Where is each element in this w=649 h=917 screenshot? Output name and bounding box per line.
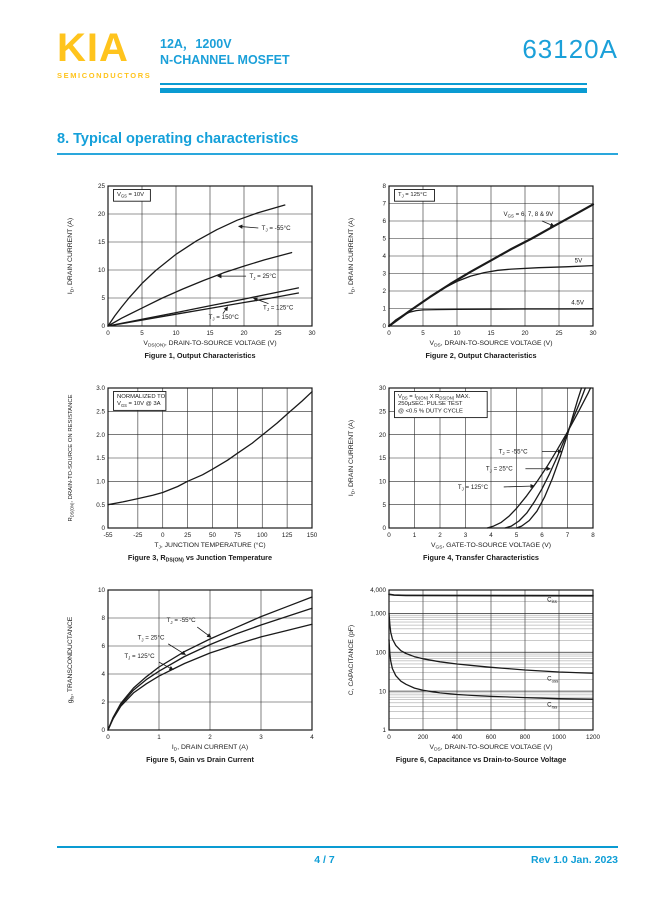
revision-label: Rev 1.0 Jan. 2023 [531,854,618,866]
figure-4 [341,378,622,580]
svg-text:6: 6 [540,532,544,539]
y-axis-title: C, CAPACITANCE (pF) [348,624,355,696]
svg-text:10: 10 [97,267,105,275]
y-axis-title: $I_D$, DRAIN CURRENT (A) [348,419,357,497]
header-rule-thick [160,88,587,93]
svg-text:7: 7 [565,532,570,539]
x-axis-title: $V_{DS}$, DRAIN-TO-SOURCE VOLTAGE (V) [429,744,553,753]
svg-text:150: 150 [306,532,318,539]
svg-text:100: 100 [375,649,386,657]
figure-1 [60,176,341,378]
figure-5 [60,580,341,782]
svg-text:10: 10 [378,688,386,696]
svg-text:8: 8 [101,615,105,623]
part-number: 63120A [522,34,618,64]
svg-text:TJ = 25°C: $T_J = 25^\circ C$ [249,273,277,281]
svg-text:TJ = 125°C: $T_J = 125^\circ C$ [124,652,155,661]
figure-caption: Figure 3, $R_{DS(ON)}$ vs Junction Temperature [127,553,273,564]
figure-6-chart [341,580,621,772]
svg-text:0: 0 [101,323,105,331]
svg-text:TJ = 25°C: $T_J = 25^\circ C$ [137,634,165,643]
x-axis-title: $V_{DS(ON)}$, DRAIN-TO-SOURCE VOLTAGE (V) [143,340,277,349]
svg-text:600: 600 [485,734,497,741]
svg-text:1.5: 1.5 [96,455,105,463]
svg-text:20: 20 [378,431,386,439]
svg-text:Crss: $C_{rss}$ [547,701,558,710]
svg-text:8: 8 [591,532,595,539]
y-axis-title: $g_{fs}$, TRANSCONDUCTANCE [67,616,76,704]
svg-text:5: 5 [514,532,519,539]
svg-text:2: 2 [382,288,386,296]
svg-text:TJ = -55°C: $T_J = -55^\circ C$ [166,617,196,625]
svg-text:1: 1 [382,305,386,313]
svg-text:4: 4 [382,253,386,261]
svg-text:8: 8 [382,183,386,191]
figure-caption: Figure 4, Transfer Characteristics [423,553,539,562]
svg-text:-55: -55 [103,532,113,539]
svg-text:15: 15 [487,330,495,337]
svg-text:250µSEC. PULSE TEST: 250µSEC. PULSE TEST [398,401,463,408]
svg-text:10: 10 [453,330,461,337]
svg-text:2: 2 [438,532,442,539]
svg-text:3.0: 3.0 [96,385,105,393]
y-axis-title: $I_D$, DRAIN CURRENT (A) [67,217,76,295]
svg-text:3: 3 [463,532,468,539]
svg-text:Ciss: $C_{iss}$ [547,596,557,605]
svg-text:0.5: 0.5 [96,501,105,509]
svg-text:VGS = 6, 7, 8 & 9V: $V_{GS} = 6$, 7, 8 & 9V [503,211,554,219]
svg-text:4: 4 [101,671,105,679]
figure-6 [341,580,622,782]
svg-text:5: 5 [382,235,386,243]
svg-text:5: 5 [382,501,386,509]
svg-text:6: 6 [382,218,386,226]
svg-text:100: 100 [256,532,268,539]
x-axis-title: $I_D$, DRAIN CURRENT (A) [171,744,249,753]
svg-text:10: 10 [97,587,105,595]
y-axis-title: $R_{DS(ON)}$, DRAIN-TO-SOURCE ON RESISTANCE [68,394,75,522]
figure-caption: Figure 2, Output Characteristics [425,351,537,360]
svg-text:5V: 5V [574,257,583,265]
svg-text:NORMALIZED TO: NORMALIZED TO [117,394,166,400]
svg-text:10: 10 [378,478,386,486]
page-indicator: 4 / 7 [314,854,335,866]
svg-text:75: 75 [233,532,241,539]
svg-text:125: 125 [281,532,293,539]
svg-text:2.5: 2.5 [96,408,105,416]
svg-text:TJ = -55°C: $T_J = -55^\circ C$ [498,448,528,457]
y-axis-title: $I_D$, DRAIN CURRENT (A) [348,217,357,295]
svg-text:5: 5 [421,330,425,337]
svg-text:4.5V: 4.5V [571,299,584,307]
svg-text:30: 30 [378,385,386,393]
figure-3 [60,378,341,580]
figure-4-chart [341,378,621,570]
svg-text:2.0: 2.0 [96,431,105,439]
svg-text:TJ = 25°C: $T_J = 25^\circ C$ [485,465,513,474]
svg-text:2: 2 [208,734,212,741]
figure-3-chart [60,378,340,570]
figure-2-chart [341,176,621,368]
svg-text:25: 25 [274,330,282,337]
footer-rule [57,846,618,848]
svg-text:0: 0 [101,727,105,735]
svg-text:5: 5 [140,330,144,337]
charts-grid [60,176,622,782]
svg-text:TJ = 125°C: $T_J = 125^\circ C$ [398,192,427,199]
x-axis-title: $V_{DS}$, DRAIN-TO-SOURCE VOLTAGE (V) [429,340,553,349]
svg-text:6: 6 [101,643,105,651]
svg-text:VGS = 10V: $V_{GS} = 10V$ [117,192,145,199]
svg-text:30: 30 [589,330,597,337]
svg-text:2: 2 [101,699,105,707]
svg-text:4: 4 [310,734,314,741]
device-type: N-CHANNEL MOSFET [160,53,290,68]
svg-text:200: 200 [417,734,429,741]
svg-text:0: 0 [106,734,110,741]
svg-text:0: 0 [160,532,165,539]
x-axis-title: $T_J$, JUNCTION TEMPERATURE (°C) [154,542,266,551]
svg-text:Coss: $C_{oss}$ [547,675,559,684]
kia-logo: KIA [57,26,129,70]
svg-text:5: 5 [101,295,105,303]
figure-caption: Figure 1, Output Characteristics [144,351,256,360]
svg-text:1: 1 [382,727,386,735]
svg-text:20: 20 [240,330,248,337]
svg-text:0: 0 [382,323,386,331]
svg-text:800: 800 [519,734,531,741]
figure-caption: Figure 6, Capacitance vs Drain-to-Source Voltage [395,755,567,764]
section-rule [57,153,618,155]
svg-text:0: 0 [387,532,391,539]
svg-text:15: 15 [378,455,386,463]
svg-text:25: 25 [555,330,563,337]
svg-text:TJ = 150°C: $T_J = 150^\circ C$ [208,314,239,322]
svg-text:25: 25 [184,532,192,539]
svg-text:30: 30 [308,330,316,337]
header-rule-thin [160,83,587,85]
svg-text:1: 1 [157,734,161,741]
svg-text:-25: -25 [133,532,143,539]
svg-text:1,000: 1,000 [370,610,386,618]
svg-text:0: 0 [106,330,110,337]
figure-2 [341,176,622,378]
page-header [57,28,618,100]
svg-text:50: 50 [208,532,216,539]
svg-text:TJ = 125°C: $T_J = 125^\circ C$ [263,304,294,313]
svg-text:1200: 1200 [585,734,601,741]
kia-logo-subtext: SEMICONDUCTORS [57,71,152,80]
svg-text:10: 10 [172,330,180,337]
x-axis-title: $V_{GS}$, GATE-TO-SOURCE VOLTAGE (V) [430,542,552,551]
svg-text:@ <0.5 % DUTY CYCLE: @ <0.5 % DUTY CYCLE [398,408,463,415]
svg-text:4: 4 [489,532,493,539]
svg-text:4,000: 4,000 [370,587,386,595]
figure-1-chart [60,176,340,368]
svg-text:7: 7 [382,200,386,208]
section-title: 8. Typical operating characteristics [57,131,299,147]
svg-text:1.0: 1.0 [96,478,105,486]
svg-text:20: 20 [97,211,105,219]
svg-text:1: 1 [412,532,417,539]
svg-text:0: 0 [387,734,391,741]
svg-text:25: 25 [378,408,386,416]
svg-text:400: 400 [451,734,463,741]
svg-text:0: 0 [101,525,105,533]
svg-text:VDS = ID(ON) X RDS(ON) MAX.: $V_{DS} = I_{D(ON)}$ X $R_{DS(ON)}$ MAX. [398,394,471,401]
svg-text:25: 25 [97,183,105,191]
figure-caption: Figure 5, Gain vs Drain Current [146,755,254,764]
svg-text:3: 3 [382,270,386,278]
svg-text:0: 0 [382,525,386,533]
device-title-block [160,36,290,69]
svg-text:1000: 1000 [551,734,567,741]
device-rating: 12A，1200V [160,37,232,51]
svg-text:15: 15 [97,239,105,247]
svg-text:VGS = 10V @ 3A: $V_{GS} = 10V$ @ 3A [117,401,161,408]
figure-5-chart [60,580,340,772]
svg-text:20: 20 [521,330,529,337]
svg-text:3: 3 [259,734,263,741]
svg-text:0: 0 [387,330,391,337]
svg-text:TJ = -55°C: $T_J = -55^\circ C$ [261,225,291,233]
svg-text:TJ = 125°C: $T_J = 125^\circ C$ [457,483,489,492]
svg-text:15: 15 [206,330,214,337]
